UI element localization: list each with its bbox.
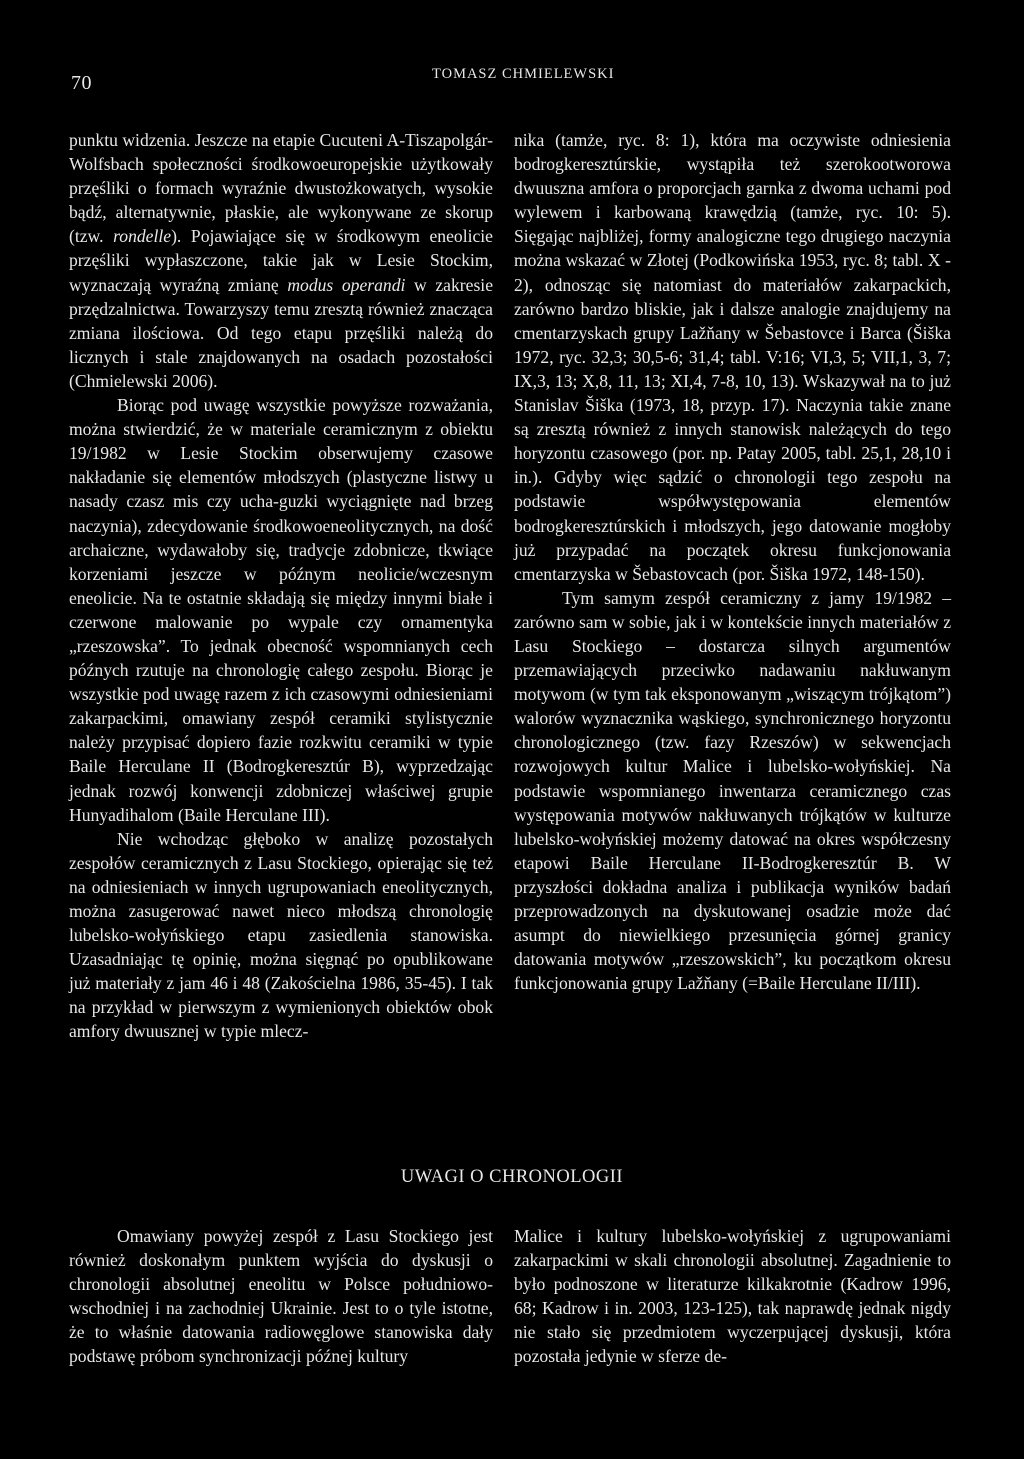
italic-term: rondelle: [113, 226, 172, 247]
paragraph-text: w zakresie przędzalnictwa. Towarzyszy temu zresztą również znacząca zmiana ilościowa. Od tego etapu przęśliki należą do licznych i stale znajdowanych na osadach pozostałości (Chmielewski 2006).: [69, 274, 494, 391]
section-column-right: [514, 1224, 951, 1369]
paragraph: Omawiany powyżej zespół z Lasu Stockiego jest również doskonałym punktem wyjścia do dyskusji o chronologii absolutnej eneolitu w Polsce południowo-wschodniej i na zachodniej Ukrainie. Jest to o tyle istotne, że to właśnie datowania radiowęglowe stanowiska dały podstawę próbom synchronizacji późnej kultury: [69, 1226, 493, 1367]
paragraph: Malice i kultury lubelsko-wołyńskiej z ugrupowaniami zakarpackimi w skali chronologii absolutnej. Zagadnienie to było podnoszone w literaturze kilkakrotnie (Kadrow 1996, 68; Kadrow i in. 2003, 123-125), tak naprawdę jednak nigdy nie stało się przedmiotem wyczerpującej dyskusji, która pozostała jedynie w sferze de-: [514, 1226, 951, 1367]
paragraph: Biorąc pod uwagę wszystkie powyższe rozważania, można stwierdzić, że w materiale ceramicznym z obiektu 19/1982 w Lesie Stockim obserwujemy czasowe nakładanie się elementów młodszych (plastyczne listwy u nasady czasz mis czy ucha-guzki wyciągnięte nad brzeg naczynia), zdecydowanie środkowoeneolitycznych, na dość archaiczne, wydawałoby się, tradycje zdobnicze, tkwiące korzeniami jeszcze w późnym neolicie/wczesnym eneolicie. Na te ostatnie składają się między innymi białe i czerwone malowanie po wypale czy ornamentyka „rzeszowska”. To jednak obecność wspomnianych cech późnych rzutuje na chronologię całego zespołu. Biorąc je wszystkie pod uwagę razem z ich czasowymi odniesieniami zakarpackimi, omawiany zespół ceramiki stylistycznie należy przypisać dopiero fazie rozkwitu ceramiki w typie Baile Herculane II (Bodrogkeresztúr B), wyprzedzając jednak rozwój konwencji zdobniczej właściwej grupie Hunyadihalom (Baile Herculane III).: [69, 395, 493, 825]
paragraph-text: punktu widzenia. Jeszcze na etapie Cucuteni A-Tiszapolgár-Wolfsbach społeczności środkowoeuropejskie użytkowały przęśliki o formach wyraźnie dwustożkowatych, wysokie bądź, alternatywnie, płaskie, ale wykonywane ze skorup (tzw.: [69, 130, 493, 247]
running-head: TOMASZ CHMIELEWSKI: [432, 66, 615, 82]
paragraph: [69, 128, 493, 393]
body-column-right: [514, 128, 951, 995]
paragraph: nika (tamże, ryc. 8: 1), która ma oczywiste odniesienia bodrogkeresztúrskie, wystąpiła też szerokootworowa dwuuszna amfora o proporcjach garnka z dwoma uchami pod wylewem i karbowaną krawędzią (tamże, ryc. 10: 5). Sięgając najbliżej, formy analogiczne tego drugiego naczynia można wskazać w Złotej (Podkowińska 1953, ryc. 8; tabl. X - 2), odnosząc się natomiast do materiałów zakarpackich, zarówno bardzo bliskie, jak i dalsze analogie znajdujemy na cmentarzyskach grupy Lažňany w Šebastovce i Barca (Šiška 1972, ryc. 32,3; 30,5-6; 31,4; tabl. V:16; VI,3, 5; VII,1, 3, 7; IX,3, 13; X,8, 11, 13; XI,4, 7-8, 10, 13). Wskazywał na to już Stanislav Šiška (1973, 18, przyp. 17). Naczynia takie znane są zresztą również z innych stanowisk należących do tego horyzontu czasowego (por. np. Patay 2005, tabl. 25,1, 28,10 i in.). Gdyby więc sądzić o chronologii tego zespołu na podstawie współwystępowania elementów bodrogkeresztúrskich i młodszych, jego datowanie mogłoby już przypadać na początek okresu funkcjonowania cmentarzyska w Šebastovcach (por. Šiška 1972, 148-150).: [514, 130, 951, 584]
italic-term: modus operandi: [287, 274, 406, 295]
page-number: 70: [71, 72, 92, 94]
paragraph-text: ). Pojawiające się w środkowym eneolicie przęśliki wypłaszczone, takie jak w Lesie Stockim, wyznaczają wyraźną zmianę: [69, 226, 493, 295]
paragraph: Nie wchodząc głęboko w analizę pozostałych zespołów ceramicznych z Lasu Stockiego, opierając się też na odniesieniach w innych ugrupowaniach eneolitycznych, można zasugerować nawet nieco młodszą chronologię lubelsko-wołyńskiego etapu zasiedlenia stanowiska. Uzasadniając tę opinię, można sięgnąć po opublikowane już materiały z jam 46 i 48 (Zakościelna 1986, 35-45). I tak na przykład w pierwszym z wymienionych obiektów obok amfory dwuusznej w typie mlecz-: [69, 828, 493, 1042]
section-heading: UWAGI O CHRONOLOGII: [400, 1167, 624, 1187]
section-column-left: [69, 1224, 493, 1369]
paragraph: Tym samym zespół ceramiczny z jamy 19/1982 – zarówno sam w sobie, jak i w kontekście innych materiałów z Lasu Stockiego – dostarcza silnych argumentów przemawiających przeciwko nadawaniu nakłuwanym motywom (w tym tak eksponowanym „wiszącym trójkątom”) walorów wyznacznika wąskiego, synchronicznego horyzontu chronologicznego (tzw. fazy Rzeszów) w sekwencjach rozwojowych kultur Malice i lubelsko-wołyńskiej. Na podstawie wspomnianego inwentarza ceramicznego czas występowania motywów nakłuwanych trójkątów w kulturze lubelsko-wołyńskiej możemy datować na okres współczesny etapowi Baile Herculane II-Bodrogkeresztúr B. W przyszłości dokładna analiza i publikacja wyników badań przeprowadzonych na dyskutowanej osadzie może dać asumpt do niewielkiego przesunięcia górnej granicy datowania motywów „rzeszowskich”, ku początkom okresu funkcjonowania grupy Lažňany (=Baile Herculane II/III).: [514, 587, 951, 994]
body-column-left: [69, 128, 493, 1044]
